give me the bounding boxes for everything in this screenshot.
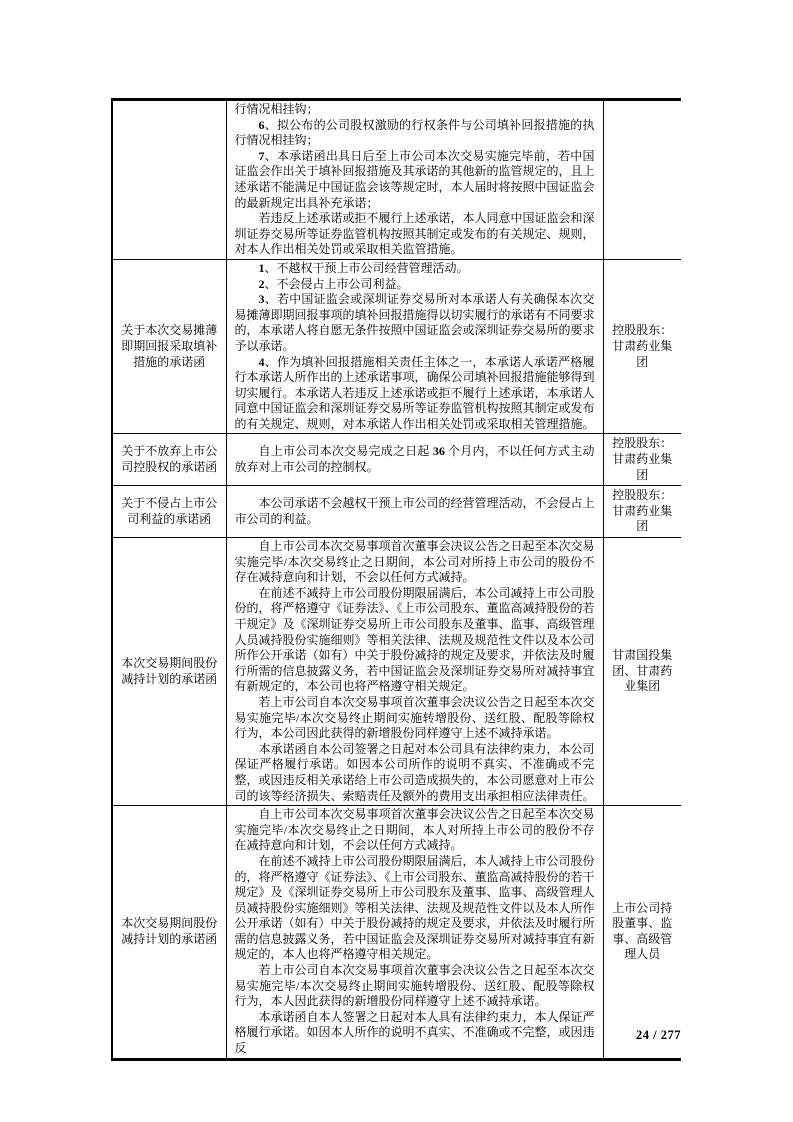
commitment-content-cell [226,806,603,1060]
commitment-party-cell [603,538,681,806]
commitment-title: 关于不侵占上市公司利益的承诺函 [121,496,218,526]
commitment-title-cell [112,538,226,806]
commitment-party: 控股股东：甘肃药业集团 [612,488,673,534]
commitment-paragraph: 若上市公司自本次交易事项首次董事会决议公告之日起至本次交易实施完毕/本次交易终止期间实施转增股份、送红股、配股等除权行为，本人因此获得的新增股份同样遵守上述不减持承诺。 [234,963,595,1009]
commitment-title: 本次交易期间股份减持计划的承诺函 [121,916,218,946]
commitment-paragraph: 行情况相挂钩； [234,102,319,116]
commitment-title-cell [112,806,226,1060]
table-row [112,259,681,434]
commitment-title: 关于本次交易摊薄即期回报采取填补措施的承诺函 [121,323,218,369]
commitment-paragraph: 在前述不减持上市公司股份期限届满后，本人减持上市公司股份的，将严格遵守《证券法》、《上市公司股东、董监高减持股份的若干规定》及《深圳证券交易所上市公司股东及董事、监事、高级管理人员减持股份实施细则》等相关法律、法规及规范性文件以及本人所作公开承诺（如有）中关于股份减持的规定及要求，并依法及时履行所需的信息披露义务，若中国证监会及深圳证券交易所对减持事宜有新规定的，本人也将严格遵守相关规定。 [234,853,595,962]
commitment-title-cell [112,486,226,538]
commitment-paragraph: 本公司承诺不会越权干预上市公司的经营管理活动，不会侵占上市公司的利益。 [234,496,595,526]
commitment-paragraph: 6、拟公布的公司股权激励的行权条件与公司填补回报措施的执行情况相挂钩； [234,117,595,148]
commitment-paragraph: 在前述不减持上市公司股份期限届满后，本公司减持上市公司股份的，将严格遵守《证券法》、《上市公司股东、董监高减持股份的若干规定》及《深圳证券交易所上市公司股东及董事、监事、高级管理人员减持股份实施细则》等相关法律、法规及规范性文件以及本公司所作公开承诺（如有）中关于股份减持的规定及要求，并依法及时履行所需的信息披露义务，若中国证监会及深圳证券交易所对减持事宜有新规定的，本公司也将严格遵守相关规定。 [234,585,595,694]
commitment-party: 甘肃国投集团、甘肃药业集团 [612,648,673,694]
commitment-paragraph: 若上市公司自本次交易事项首次董事会决议公告之日起至本次交易实施完毕/本次交易终止期间实施转增股份、送红股、配股等除权行为，本公司因此获得的新增股份同样遵守上述不减持承诺。 [234,694,595,741]
commitment-party: 控股股东：甘肃药业集团 [612,323,673,369]
commitment-paragraph: 4、作为填补回报措施相关责任主体之一，本承诺人承诺严格履行本承诺人所作出的上述承诺事项，确保公司填补回报措施能够得到切实履行。本承诺人若违反上述承诺或拒不履行上述承诺，本承诺人同意中国证监会和深圳证券交易所等证券监管机构按照其制定或发布的有关规定、规则，对本承诺人作出相关处罚或采取相关管理措施。 [234,354,595,431]
commitment-party-cell [603,100,681,260]
table-row [112,538,681,806]
commitment-paragraph: 本承诺函自本公司签署之日起对本公司具有法律约束力，本公司保证严格履行承诺。如因本公司所作的说明不真实、不准确或不完整，或因违反相关承诺给上市公司造成损失的，本公司愿意对上市公司的该等经济损失、索赔责任及额外的费用支出承担相应法律责任。 [234,741,595,803]
commitment-title: 本次交易期间股份减持计划的承诺函 [121,655,218,686]
commitment-party-cell [603,806,681,1060]
commitment-paragraph: 若违反上述承诺或拒不履行上述承诺，本人同意中国证监会和深圳证券交易所等证券监管机构按照其制定或发布的有关规定、规则，对本人作出相关处罚或采取相关监管措施。 [234,211,595,257]
commitment-party-cell [603,434,681,486]
commitment-party: 上市公司持股董事、监事、高级管理人员 [612,900,673,962]
commitment-content-cell [226,538,603,806]
commitment-paragraph: 1、不越权干预上市公司经营管理活动。 [258,260,469,275]
commitment-content-cell [226,100,603,260]
commitment-title-cell [112,100,226,260]
table-row [112,806,681,1060]
commitment-paragraph: 7、本承诺函出具日后至上市公司本次交易实施完毕前，若中国证监会作出关于填补回报措施及其承诺的其他新的监管规定的，且上述承诺不能满足中国证监会该等规定时，本人届时将按照中国证监会的最新规定出具补充承诺； [234,148,595,210]
commitment-content-cell [226,434,603,486]
commitment-content-cell [226,486,603,538]
commitments-table [111,98,681,1061]
commitment-title: 关于不放弃上市公司控股权的承诺函 [121,444,218,474]
commitment-paragraph: 3、若中国证监会或深圳证券交易所对本承诺人有关确保本次交易摊薄即期回报事项的填补回报措施得以切实履行的承诺有不同要求的，本承诺人将自愿无条件按照中国证监会或深圳证券交易所的要求予以承诺。 [234,292,595,353]
commitment-party-cell [603,486,681,538]
commitment-title-cell [112,434,226,486]
commitments-table-body [112,100,681,1060]
commitment-paragraph: 自上市公司本次交易完成之日起 36 个月内，不以任何方式主动放弃对上市公司的控制权。 [234,444,595,474]
commitment-content-cell [226,259,603,434]
commitment-title-cell [112,259,226,434]
page-number: 24 / 277 [636,1028,681,1042]
table-row [112,434,681,486]
commitment-paragraph: 自上市公司本次交易事项首次董事会决议公告之日起至本次交易实施完毕/本次交易终止之日期间，本公司对所持上市公司的股份不存在减持意向和计划，不会以任何方式减持。 [234,539,595,585]
table-row [112,486,681,538]
commitment-paragraph: 本承诺函自本人签署之日起对本人具有法律约束力，本人保证严格履行承诺。如因本人所作的说明不真实、不准确或不完整，或因违反 [234,1009,595,1056]
commitment-paragraph: 自上市公司本次交易事项首次董事会决议公告之日起至本次交易实施完毕/本次交易终止之日期间，本人对所持上市公司的股份不存在减持意向和计划，不会以任何方式减持。 [234,807,595,853]
commitment-party-cell [603,259,681,434]
commitment-paragraph: 2、不会侵占上市公司利益。 [258,276,409,291]
table-row [112,100,681,260]
commitment-party: 控股股东：甘肃药业集团 [612,436,673,482]
